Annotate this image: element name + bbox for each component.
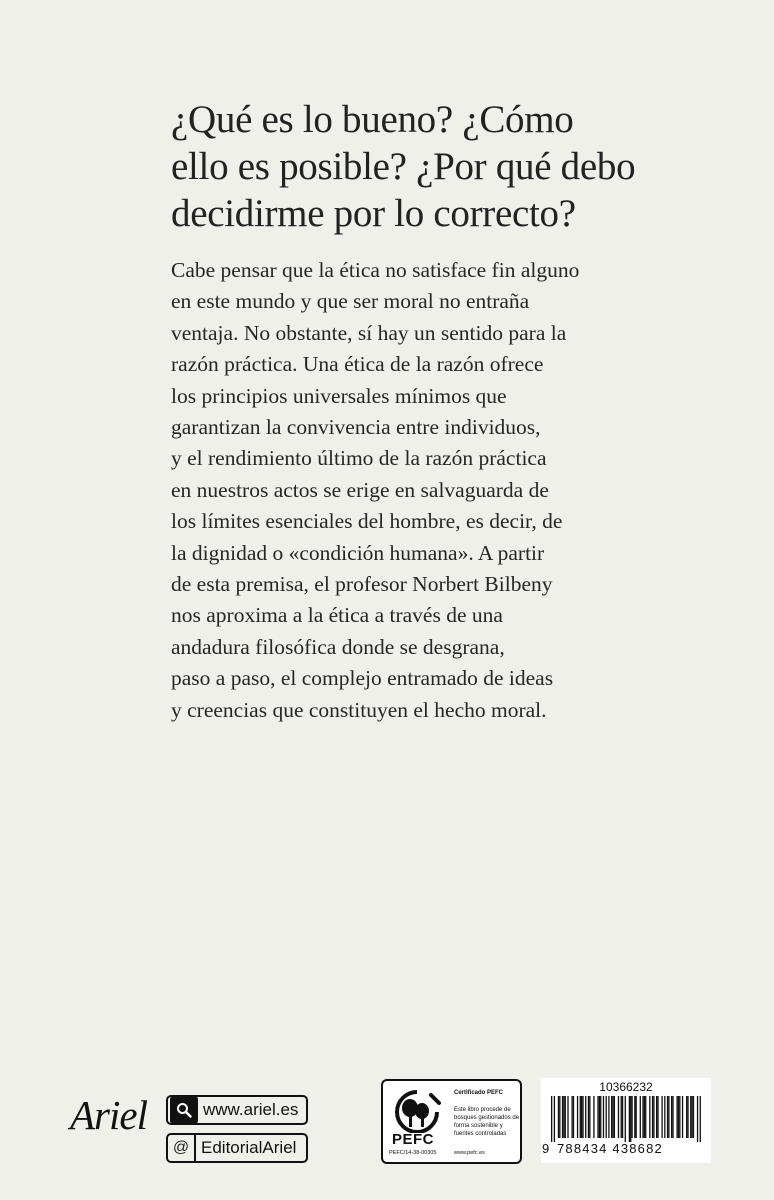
barcode-bar: [668, 1096, 669, 1138]
barcode-bar: [661, 1096, 662, 1138]
blurb-line: razón práctica. Una ética de la razón ofrece: [171, 352, 544, 377]
barcode-first-digit: 9: [542, 1141, 551, 1156]
barcode-bar: [636, 1096, 637, 1138]
barcode-bar: [691, 1096, 692, 1138]
barcode-bar: [554, 1096, 555, 1142]
at-icon: @: [168, 1135, 196, 1161]
barcode-bar: [693, 1096, 694, 1138]
barcode-bar: [599, 1096, 600, 1138]
barcode-bar: [687, 1096, 688, 1138]
blurb-line: los principios universales mínimos que: [171, 383, 507, 408]
barcode-bar: [656, 1096, 657, 1138]
barcode-bar: [565, 1096, 566, 1138]
barcode-bar: [606, 1096, 607, 1138]
pefc-logo-text: PEFC: [392, 1131, 435, 1148]
blurb: [171, 255, 641, 726]
barcode-bar: [700, 1096, 701, 1142]
blurb-line: de esta premisa, el profesor Norbert Bilbeny: [171, 572, 553, 597]
barcode-bar: [589, 1096, 590, 1138]
barcode-bar: [621, 1096, 622, 1138]
pefc-title: Certificado PEFC: [454, 1090, 504, 1096]
barcode-bar: [622, 1096, 623, 1138]
barcode-bar: [577, 1096, 578, 1138]
blurb-line: nos aproxima a la ética a través de una: [171, 603, 503, 628]
barcode-bar: [612, 1096, 613, 1138]
blurb-line: ventaja. No obstante, sí hay un sentido para la: [171, 320, 567, 345]
barcode-bar: [672, 1096, 673, 1138]
pefc-description: Este libro procede de bosques gestionados de forma sostenible y fuentes controladas: [454, 1107, 520, 1137]
barcode-bar: [630, 1096, 631, 1142]
barcode-top-number: 10366232: [599, 1080, 653, 1094]
pefc-certificate: [381, 1079, 522, 1164]
website-link[interactable]: [166, 1095, 308, 1125]
barcode-bars: [551, 1096, 701, 1142]
barcode-bar: [682, 1096, 683, 1138]
headline: [171, 96, 651, 237]
barcode-digits: 788434 438682: [557, 1141, 663, 1156]
barcode-bar: [671, 1096, 672, 1138]
pefc-url: www.pefc.es: [454, 1150, 485, 1156]
barcode-bar: [581, 1096, 582, 1138]
barcode-bar: [625, 1096, 626, 1142]
website-text: www.ariel.es: [203, 1100, 299, 1119]
barcode-bar: [567, 1096, 568, 1138]
barcode-bar: [611, 1096, 612, 1138]
headline-line: decidirme por lo correcto?: [171, 192, 576, 235]
barcode-bar: [600, 1096, 601, 1138]
barcode-bar: [588, 1096, 589, 1138]
blurb-line: andadura filosófica donde se desgrana,: [171, 634, 505, 659]
barcode-bar: [562, 1096, 563, 1138]
barcode-bar: [649, 1096, 650, 1138]
barcode-bar: [551, 1096, 552, 1142]
barcode-bar: [573, 1096, 574, 1138]
search-icon: [170, 1097, 198, 1123]
barcode-bar: [686, 1096, 687, 1138]
barcode-bar: [644, 1096, 645, 1138]
barcode-bar: [642, 1096, 643, 1138]
blurb-line: garantizan la convivencia entre individuos,: [171, 415, 541, 440]
blurb-line: los límites esenciales del hombre, es decir, de: [171, 509, 563, 534]
barcode-bar: [631, 1096, 632, 1138]
pefc-tree-icon: [391, 1089, 443, 1133]
publisher-logo: Ariel: [70, 1092, 147, 1138]
barcode-bar: [614, 1096, 615, 1138]
barcode-bar: [676, 1096, 677, 1138]
barcode-bar: [618, 1096, 619, 1138]
isbn-barcode: [541, 1078, 711, 1163]
blurb-line: y creencias que constituyen el hecho moral.: [171, 697, 547, 722]
pefc-code: PEFC/14-38-00305: [389, 1150, 437, 1156]
social-link[interactable]: [166, 1133, 308, 1163]
headline-line: ¿Qué es lo bueno? ¿Cómo: [171, 98, 574, 141]
blurb-line: y el rendimiento último de la razón práctica: [171, 446, 547, 471]
barcode-bar: [640, 1096, 641, 1138]
barcode-bar: [645, 1096, 646, 1138]
barcode-bar: [563, 1096, 564, 1138]
barcode-bar: [629, 1096, 630, 1142]
barcode-bar: [597, 1096, 598, 1138]
barcode-bar: [558, 1096, 559, 1138]
barcode-bar: [580, 1096, 581, 1138]
barcode-bar: [559, 1096, 560, 1138]
barcode-bar: [603, 1096, 604, 1138]
blurb-line: la dignidad o «condición humana». A partir: [171, 540, 545, 565]
barcode-bar: [697, 1096, 698, 1142]
barcode-bar: [690, 1096, 691, 1138]
blurb-line: paso a paso, el complejo entramado de ideas: [171, 666, 554, 691]
barcode-bar: [664, 1096, 665, 1138]
barcode-bar: [571, 1096, 572, 1138]
barcode-bar: [634, 1096, 635, 1138]
barcode-bar: [608, 1096, 609, 1138]
barcode-bar: [652, 1096, 653, 1138]
barcode-bar: [678, 1096, 679, 1138]
blurb-line: en nuestros actos se erige en salvaguarda de: [171, 477, 549, 502]
barcode-bar: [585, 1096, 586, 1138]
social-handle: EditorialAriel: [201, 1138, 297, 1157]
barcode-bar: [657, 1096, 658, 1138]
barcode-bar: [653, 1096, 654, 1138]
barcode-bar: [679, 1096, 680, 1138]
blurb-line: Cabe pensar que la ética no satisface fin alguno: [171, 258, 580, 282]
blurb-line: en este mundo y que ser moral no entraña: [171, 289, 530, 314]
barcode-bar: [667, 1096, 668, 1138]
barcode-bar: [593, 1096, 594, 1138]
headline-line: ello es posible? ¿Por qué debo: [171, 145, 636, 188]
barcode-bar: [582, 1096, 583, 1138]
